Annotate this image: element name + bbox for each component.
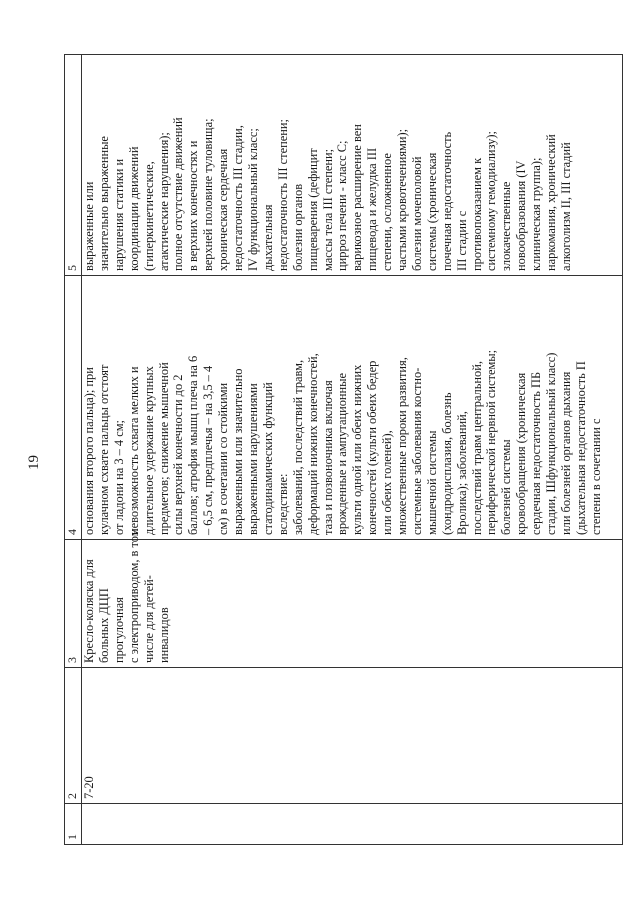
header-cell-4: 4 — [65, 276, 82, 540]
text-line: системному гемодиализу); — [484, 131, 499, 271]
text-line: выраженными нарушениями — [245, 383, 260, 535]
text-line: деформаций нижних конечностей, — [305, 353, 320, 535]
text-line: пищевода и желудка III — [365, 147, 380, 271]
text-line: Вролика); заболеваний, — [454, 411, 469, 535]
text-line: недостаточность III степени; — [275, 119, 290, 271]
page-number: 19 — [26, 455, 42, 470]
text-line: нарушения статики и — [111, 158, 126, 271]
text-line: кровообращения (хроническая — [514, 372, 529, 535]
header-cell-2: 2 — [65, 668, 82, 804]
text-line: – 6,5 см, предплечья – на 3,5 – 4 — [201, 365, 216, 535]
text-line: клиническая группа); — [529, 157, 544, 271]
text-line: (дыхательная недостаточность П — [573, 361, 588, 535]
text-line: статодинамических функций — [260, 382, 275, 535]
text-line: варикозное расширение вен — [350, 124, 365, 271]
text-line: IV функциональный класс; — [245, 128, 260, 271]
text-line: вследствие: — [275, 473, 290, 535]
text-line: атактические нарушения); — [156, 132, 171, 271]
text-line: системные заболевания костно- — [409, 367, 424, 535]
text-line: III стадии с — [454, 210, 469, 271]
cell-product-name — [82, 528, 623, 668]
table-row — [82, 55, 623, 845]
text-line: мышечной системы — [424, 430, 439, 535]
text-line: координации движений — [126, 146, 141, 271]
text-line: инвалидов — [156, 607, 171, 663]
text-line: стадии, Шфункциональный класс) — [544, 352, 559, 535]
text-line: степени, осложненное — [380, 153, 395, 271]
text-line: сердечная недостаточность ПБ — [529, 371, 544, 535]
text-line: прогулочная — [111, 597, 126, 663]
text-line: заболеваний, последствий травм, — [290, 359, 305, 535]
text-line: полное отсутствие движений — [171, 117, 186, 271]
text-line: таза и позвоночника включая — [320, 380, 335, 535]
text-line: баллов; атрофия мышц плеча на 6 — [186, 355, 201, 535]
text-line: больных ДЦП — [96, 588, 111, 663]
cell-indications — [82, 276, 623, 540]
text-line: культи одной или обеих нижних — [350, 364, 365, 535]
text-line: системы (хроническая — [424, 152, 439, 271]
text-line: числе для детей- — [141, 575, 156, 663]
text-line: основания второго пальца); при — [82, 367, 96, 535]
text-line: силы верхней конечности до 2 — [171, 374, 186, 535]
text-line: выраженные или — [82, 181, 96, 271]
document-table — [64, 54, 623, 845]
text-line: значительно выраженные — [96, 136, 111, 271]
text-line: новообразования (IV — [514, 160, 529, 271]
text-line: цирроз печени - класс С; — [335, 140, 350, 271]
text-line: длительное удержание крупных — [141, 366, 156, 535]
text-line: с электроприводом, в том — [126, 528, 141, 663]
text-line: (гиперкинетические, — [141, 161, 156, 271]
header-cell-5: 5 — [65, 55, 82, 276]
text-line: дыхательная — [260, 204, 275, 271]
text-line: Кресло-коляска для — [82, 559, 96, 663]
text-line: наркомания, хронический — [544, 134, 559, 271]
document-table-rotated — [64, 55, 623, 845]
text-line: частыми кровотечениями); — [395, 128, 410, 271]
text-line: болезни органов — [290, 183, 305, 271]
text-line: или обеих голеней), — [380, 430, 395, 535]
cell-code: 7-20 — [82, 668, 623, 804]
text-line: выраженными или значительно — [231, 368, 246, 535]
text-line: болезни мочеполовой — [409, 156, 424, 271]
text-line: хроническая сердечная — [216, 148, 231, 271]
cell-empty — [82, 804, 623, 845]
header-cell-1: 1 — [65, 804, 82, 845]
text-line: противопоказанием к — [469, 157, 484, 271]
text-line: от ладони на 3 – 4 см; — [111, 420, 126, 535]
text-line: кулачном схвате пальцы отстоят — [96, 364, 111, 535]
text-line: болезней системы — [499, 439, 514, 535]
text-line: степени в сочетании с — [588, 418, 603, 535]
text-line: врожденные и ампутационные — [335, 373, 350, 535]
text-line: множественные пороки развития, — [395, 357, 410, 535]
header-cell-3: 3 — [65, 540, 82, 668]
text-line: см) в сочетании со стойкими — [216, 382, 231, 535]
text-line: верхней половине туловища; — [201, 118, 216, 271]
text-line: злокачественные — [499, 181, 514, 271]
text-line: последствий травм центральной, — [469, 361, 484, 535]
table-header-row — [65, 55, 82, 845]
text-line: или болезней органов дыхания — [559, 371, 573, 535]
text-line: пищеварения (дефицит — [305, 148, 320, 271]
text-line: предметов; снижение мышечной — [156, 362, 171, 535]
text-line: массы тела III степени; — [320, 148, 335, 271]
text-line: невозможность схвата мелких и — [126, 366, 141, 535]
text-line: периферической нервной системы; — [484, 349, 499, 535]
text-line: недостаточность III стадии, — [231, 125, 246, 271]
text-line: почечная недостаточность — [439, 131, 454, 271]
text-line: алкоголизм II, III стадий — [559, 142, 573, 271]
text-line: (хондродисплазия, болезнь — [439, 392, 454, 535]
text-line: конечностей (культи обеих бедер — [365, 360, 380, 535]
text-line: в верхних конечностях и — [186, 140, 201, 271]
cell-contraindications — [82, 55, 623, 276]
